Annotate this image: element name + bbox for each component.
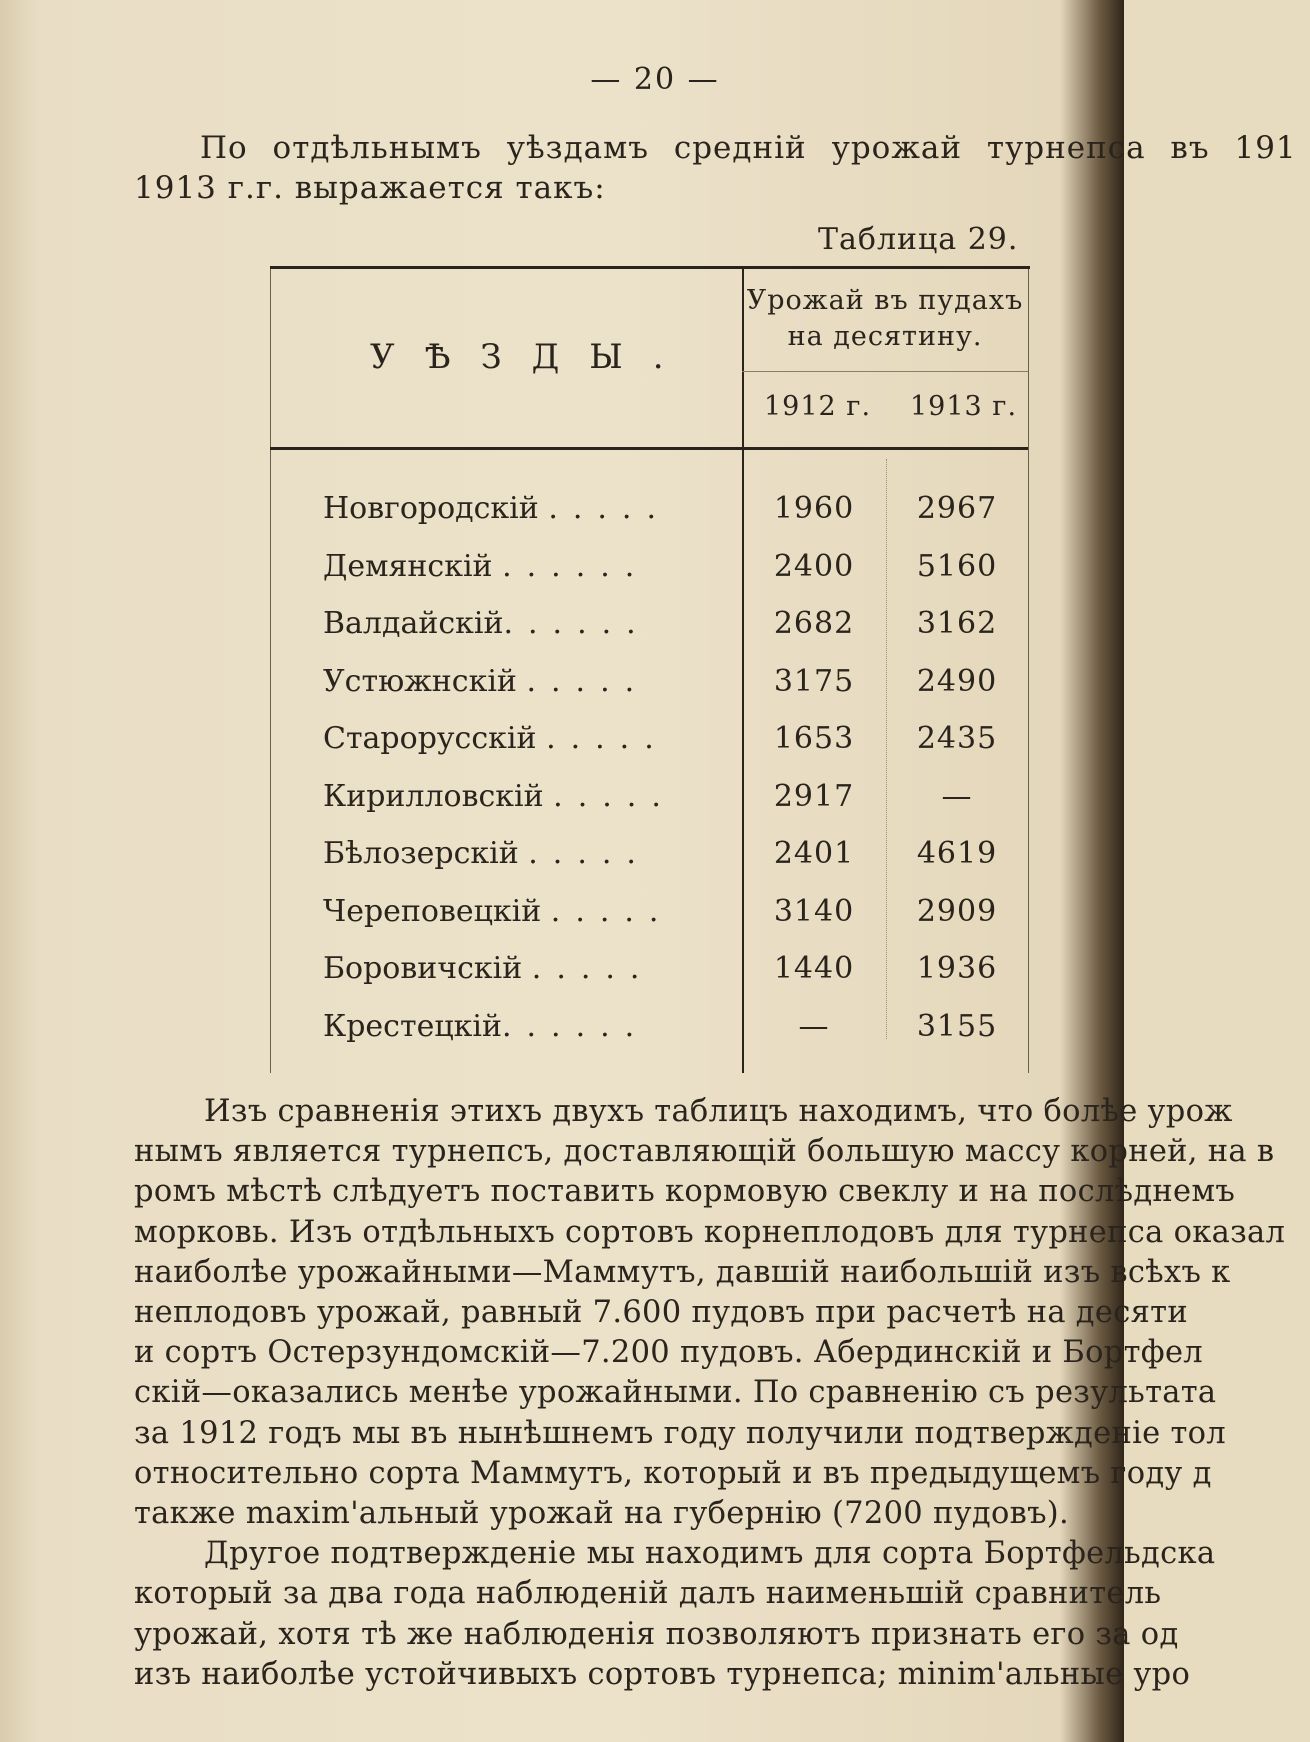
district-name: Кирилловскій — [323, 778, 544, 814]
table-body — [270, 491, 1028, 1066]
yield-1913: 2909 — [916, 893, 998, 929]
body-line: относительно сорта Маммутъ, который и въ предыдущемъ году д — [134, 1455, 1212, 1491]
yield-1912: 1960 — [773, 491, 855, 526]
yield-1913: 2490 — [916, 663, 998, 699]
body-line: и сортъ Остерзундомскій—7.200 пудовъ. Абердинскій и Бортфел — [134, 1335, 1203, 1371]
body-line: также maxim'альный урожай на губернію (7200 пудовъ). — [134, 1496, 1069, 1532]
yield-1913: 3162 — [916, 606, 998, 641]
body-line: урожай, хотя тѣ же наблюденія позволяютъ признать его за од — [134, 1616, 1179, 1652]
table-row — [270, 721, 1028, 779]
body-line: наиболѣе урожайными—Маммутъ, давшій наибольшій изъ всѣхъ к — [134, 1254, 1231, 1290]
district-name: Боровичскій — [323, 951, 523, 986]
district-name: Демянскій — [323, 548, 493, 584]
district-name: Старорусскій — [323, 721, 537, 756]
yield-1912: — — [798, 1008, 830, 1044]
district-name: Череповецкій — [323, 893, 542, 929]
body-line: неплодовъ урожай, равный 7.600 пудовъ при расчетѣ на десяти — [134, 1295, 1188, 1331]
header-yield-line-2: на десятину. — [787, 321, 983, 352]
yield-1912: 2917 — [773, 778, 855, 814]
body-line: за 1912 годъ мы въ нынѣшнемъ году получили подтвержденіе тол — [134, 1415, 1226, 1451]
leader-dots: ...... — [501, 1008, 650, 1044]
body-line: скій—оказались менѣе урожайными. По сравненію съ результата — [134, 1375, 1217, 1411]
leader-dots: ..... — [546, 721, 669, 756]
yield-1913: 4619 — [916, 836, 998, 871]
body-line: морковь. Изъ отдѣльныхъ сортовъ корнеплодовъ для турнепса оказал — [134, 1214, 1286, 1250]
header-year-1912: 1912 г. — [764, 391, 872, 422]
page-number: — 20 — — [590, 62, 720, 97]
leader-dots: ..... — [531, 951, 655, 986]
body-line: Другое подтвержденіе мы находимъ для сорта Бортфельдска — [204, 1536, 1216, 1572]
body-line: нымъ является турнепсъ, доставляющій большую массу корней, на в — [134, 1134, 1275, 1170]
yield-1912: 3175 — [773, 663, 855, 699]
table-row — [270, 894, 1028, 952]
header-districts-label: УѢЗДЫ. — [370, 337, 694, 377]
district-name: Бѣлозерскій — [323, 836, 519, 871]
yield-1913: 1936 — [916, 951, 998, 986]
yield-1912: 1653 — [773, 721, 855, 756]
intro-paragraph — [134, 128, 1297, 208]
body-paragraphs — [134, 1092, 1286, 1695]
leader-dots: ...... — [503, 606, 651, 641]
table-row — [270, 491, 1028, 549]
table-right-border — [1028, 269, 1029, 1073]
header-rule — [270, 447, 1028, 450]
district-name: Новгородскій — [323, 491, 539, 526]
yield-1912: 2401 — [773, 836, 855, 871]
header-yield-divider — [742, 371, 1028, 372]
table-row — [270, 779, 1028, 837]
yield-1912: 2400 — [773, 548, 855, 584]
yield-1913: — — [941, 778, 973, 814]
table-row — [270, 951, 1028, 1009]
table-row — [270, 549, 1028, 607]
district-name: Крестецкій — [323, 1008, 502, 1044]
table-row — [270, 606, 1028, 664]
district-name: Устюжнскій — [323, 663, 517, 699]
leader-dots: ..... — [526, 663, 650, 699]
district-name: Валдайскій — [323, 606, 504, 641]
yield-1912: 3140 — [773, 893, 855, 929]
header-districts — [270, 269, 744, 447]
leader-dots: ..... — [528, 836, 651, 871]
yield-1912: 1440 — [773, 951, 855, 986]
header-yield-line-1: Урожай въ пудахъ — [746, 285, 1024, 316]
yield-1913: 3155 — [916, 1008, 998, 1044]
table-caption: Таблица 29. — [818, 222, 1019, 257]
body-line: изъ наиболѣе устойчивыхъ сортовъ турнепса; minim'альные уро — [134, 1656, 1191, 1692]
leader-dots: ..... — [550, 893, 674, 929]
body-line: ромъ мѣстѣ слѣдуетъ поставить кормовую свеклу и на послѣднемъ — [134, 1174, 1236, 1210]
table-row — [270, 836, 1028, 894]
yield-1913: 2967 — [916, 491, 998, 526]
header-year-1913: 1913 г. — [910, 391, 1018, 422]
yield-1912: 2682 — [773, 606, 855, 641]
table-row — [270, 664, 1028, 722]
leader-dots: ...... — [502, 548, 650, 584]
yield-1913: 2435 — [916, 721, 998, 756]
leader-dots: ..... — [553, 778, 676, 814]
yield-1913: 5160 — [916, 548, 998, 584]
body-line: который за два года наблюденій далъ наименьшій сравнитель — [134, 1576, 1162, 1612]
intro-line-1: По отдѣльнымъ уѣздамъ средній урожай турнепса въ 191 — [200, 130, 1297, 166]
header-yield — [742, 283, 1028, 355]
body-line: Изъ сравненія этихъ двухъ таблицъ находимъ, что болѣе урож — [204, 1094, 1233, 1129]
intro-line-2: 1913 г.г. выражается такъ: — [134, 170, 606, 206]
yield-table — [270, 266, 1030, 1073]
table-row — [270, 1009, 1028, 1067]
leader-dots: ..... — [548, 491, 672, 526]
